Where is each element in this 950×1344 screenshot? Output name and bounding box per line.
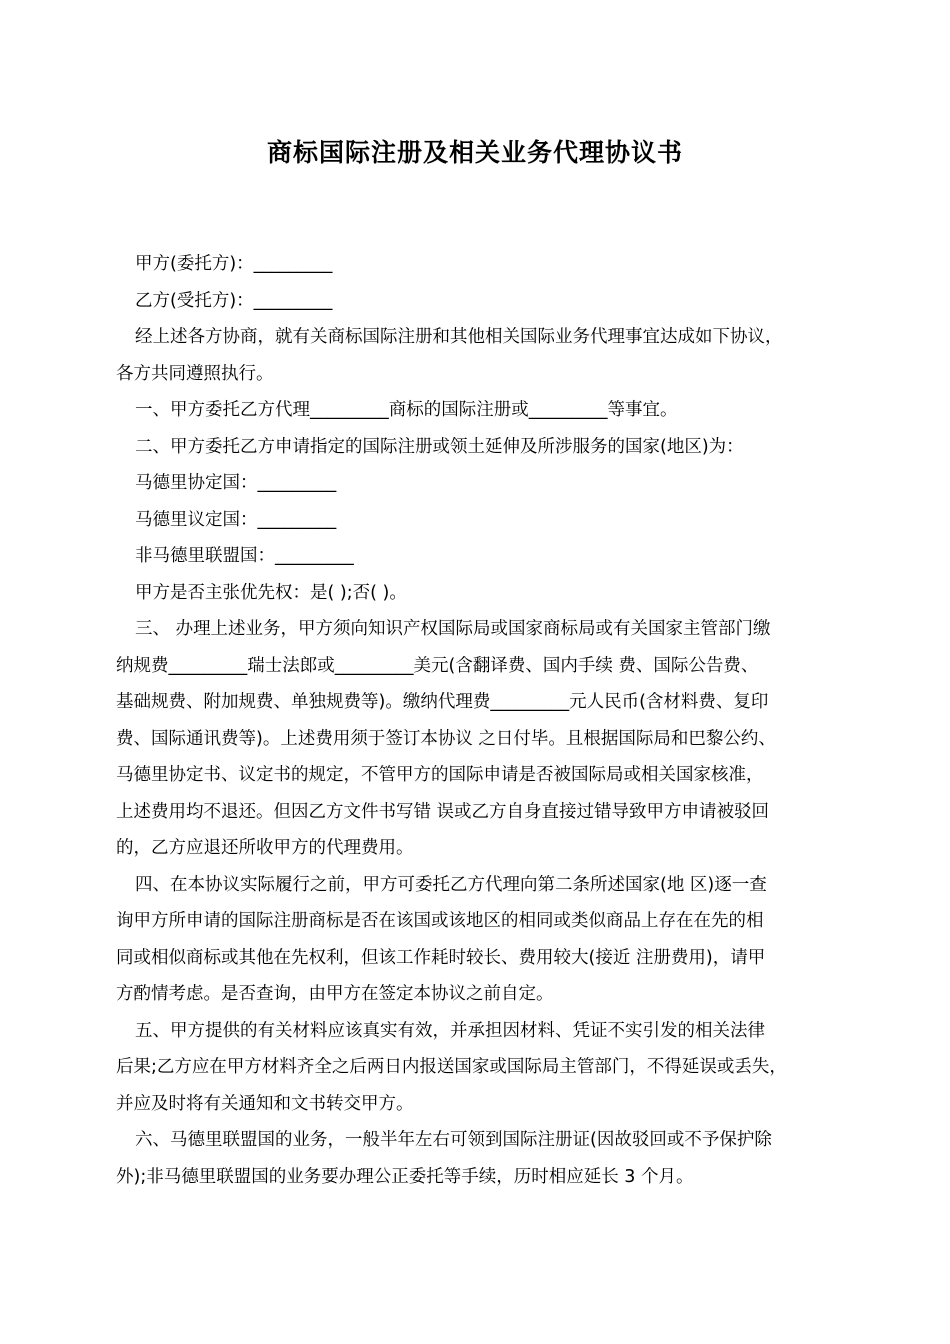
- clause-3-line: 上述费用均不退还。但因乙方文件书写错 误或乙方自身直接过错导致甲方申请被驳回: [116, 801, 770, 822]
- clause-4-line: 方酌情考虑。是否查询，由甲方在签定本协议之前自定。: [116, 984, 554, 1004]
- clause-3-line: 费、国际通讯费等)。上述费用须于签订本协议 之日付毕。且根据国际局和巴黎公约、: [116, 728, 776, 749]
- clause-5-line: 后果;乙方应在甲方材料齐全之后两日内报送国家或国际局主管部门，不得延误或丢失，: [116, 1057, 787, 1077]
- clause-6-line: 六、马德里联盟国的业务，一般半年左右可领到国际注册证(因故驳回或不予保护除: [135, 1130, 772, 1150]
- clause-3-line: 三、 办理上述业务，甲方须向知识产权国际局或国家商标局或有关国家主管部门缴: [135, 619, 771, 639]
- party-b-line: 乙方(受托方)：_________: [135, 290, 333, 311]
- clause-4-line: 询甲方所申请的国际注册商标是否在该国或该地区的相同或类似商品上存在在先的相: [116, 911, 764, 931]
- clause-4-line: 四、在本协议实际履行之前，甲方可委托乙方代理向第二条所述国家(地 区)逐一查: [135, 874, 767, 895]
- clause-2-item: 马德里议定国：_________: [135, 509, 337, 530]
- clause-2-line: 二、甲方委托乙方申请指定的国际注册或领土延伸及所涉服务的国家(地区)为：: [135, 436, 744, 457]
- preamble-line: 各方共同遵照执行。: [116, 363, 274, 384]
- clause-3-line: 纳规费_________瑞士法郎或_________美元(含翻译费、国内手续 费、国际公告费、: [116, 655, 759, 676]
- document-title: 商标国际注册及相关业务代理协议书: [266, 138, 683, 167]
- clause-6-line: 外);非马德里联盟国的业务要办理公正委托等手续，历时相应延长 3 个月。: [116, 1166, 694, 1187]
- document-body: [116, 246, 856, 1195]
- clause-2-item: 马德里协定国：_________: [135, 473, 337, 493]
- clause-5-line: 并应及时将有关通知和文书转交甲方。: [116, 1093, 414, 1114]
- clause-1-line: 一、甲方委托乙方代理_________商标的国际注册或_________等事宜。: [135, 400, 678, 420]
- party-a-line: 甲方(委托方)：_________: [135, 254, 333, 274]
- clause-3-line: 基础规费、附加规费、单独规费等)。缴纳代理费_________元人民币(含材料费、复印: [116, 692, 769, 712]
- clause-2-item: 非马德里联盟国：_________: [135, 546, 354, 566]
- clause-5-line: 五、甲方提供的有关材料应该真实有效，并承担因材料、凭证不实引发的相关法律: [135, 1020, 765, 1041]
- clause-4-line: 同或相似商标或其他在先权利，但该工作耗时较长、费用较大(接近 注册费用)，请甲: [116, 947, 766, 968]
- clause-3-line: 的，乙方应退还所收甲方的代理费用。: [116, 838, 414, 858]
- clause-2-item: 甲方是否主张优先权：是( );否( )。: [135, 582, 407, 603]
- preamble-line: 经上述各方协商，就有关商标国际注册和其他相关国际业务代理事宜达成如下协议，: [135, 327, 783, 347]
- clause-3-line: 马德里协定书、议定书的规定，不管甲方的国际申请是否被国际局或相关国家核准，: [116, 765, 764, 785]
